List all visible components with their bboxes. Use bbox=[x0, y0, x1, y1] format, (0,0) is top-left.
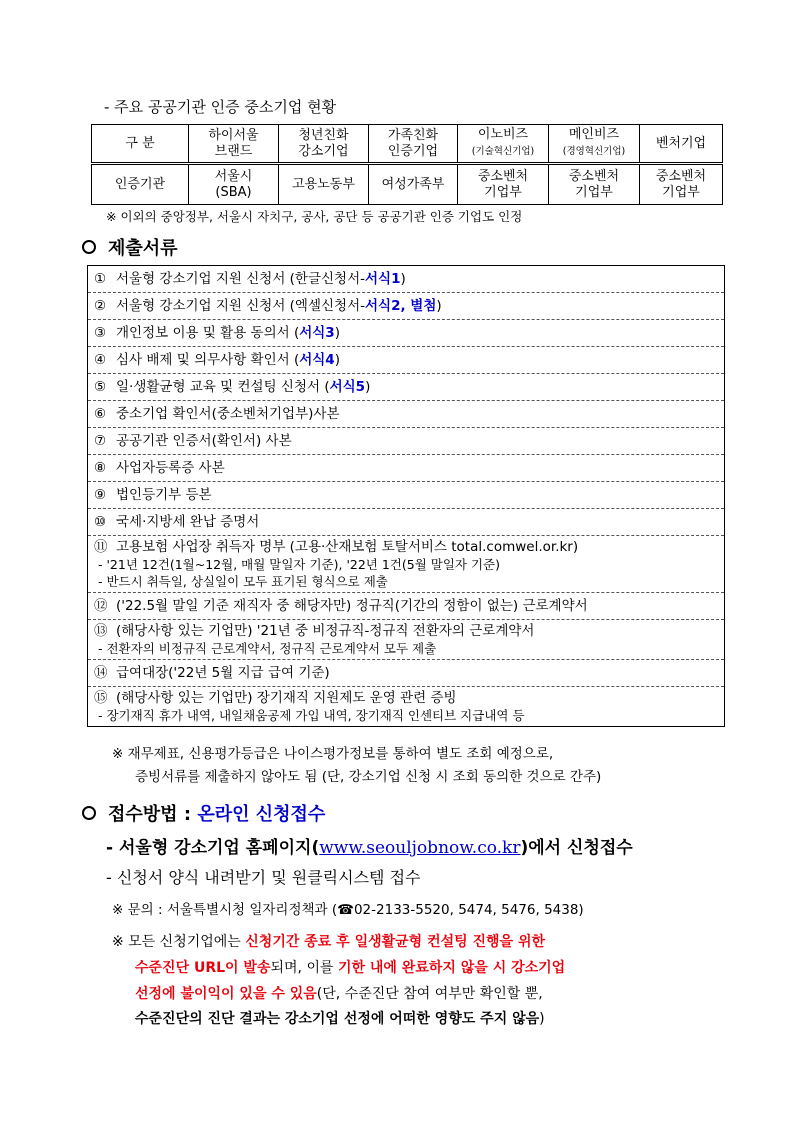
doc-sub-item: - 전환자의 비정규직 근로계약서, 정규직 근로계약서 모두 제출 bbox=[98, 641, 437, 656]
form-ref: 서식2, 별첨 bbox=[365, 298, 437, 314]
notice-line2: 수준진단 URL이 발송되며, 이를 기한 내에 완료하지 않을 시 강소기업 bbox=[135, 960, 566, 976]
cert-section-title: - 주요 공공기관 인증 중소기업 현황 bbox=[104, 98, 337, 116]
doc-item: ⑬ (해당사항 있는 기업만) '21년 중 비정규직-정규직 전환자의 근로계약서 - 전환자의 비정규직 근로계약서, 정규직 근로계약서 모두 제출 bbox=[88, 620, 724, 660]
form-ref: 서식4 bbox=[299, 352, 335, 368]
apply-line1: - 서울형 강소기업 홈페이지(www.seouljobnow.co.kr)에서 신청접수 bbox=[106, 838, 633, 858]
cell-venture: 중소벤처 기업부 bbox=[640, 164, 723, 205]
bullet-circle-icon bbox=[82, 806, 96, 820]
doc-item: ⑤ 일·생활균형 교육 및 컨설팅 신청서 (서식5) bbox=[88, 374, 724, 401]
cell-mainbiz: 중소벤처 기업부 bbox=[549, 164, 640, 205]
doc-item: ⑨ 법인등기부 등본 bbox=[88, 482, 724, 509]
docs-note-line2: 증빙서류를 제출하지 않아도 됨 (단, 강소기업 신청 시 조회 동의한 것으로 간주) bbox=[135, 769, 602, 785]
doc-item: ④ 심사 배제 및 의무사항 확인서 (서식4) bbox=[88, 347, 724, 374]
bullet-circle-icon bbox=[82, 240, 96, 254]
header-hiseoul: 하이서울 브랜드 bbox=[189, 125, 279, 164]
cell-innobiz: 중소벤처 기업부 bbox=[458, 164, 549, 205]
cert-table bbox=[91, 124, 723, 205]
apply-line2: - 신청서 양식 내려받기 및 원클릭시스템 접수 bbox=[106, 868, 421, 887]
doc-item: ⑩ 국세·지방세 완납 증명서 bbox=[88, 509, 724, 536]
row-label: 인증기관 bbox=[92, 164, 189, 205]
doc-item: ① 서울형 강소기업 지원 신청서 (한글신청서-서식1) bbox=[88, 266, 724, 293]
doc-item: ⑮ (해당사항 있는 기업만) 장기재직 지원제도 운영 관련 증빙 - 장기재직 휴가 내역, 내일채움공제 가입 내역, 장기재직 인센티브 지급내역 등 bbox=[88, 687, 724, 726]
apply-section-title: 접수방법 : 온라인 신청접수 bbox=[82, 800, 325, 826]
doc-item: ⑫ ('22.5월 말일 기준 재직자 중 해당자만) 정규직(기간의 정함이 없는) 근로계약서 bbox=[88, 593, 724, 620]
header-venture: 벤처기업 bbox=[640, 125, 723, 164]
docs-section-title: 제출서류 bbox=[82, 234, 178, 260]
cell-youth: 고용노동부 bbox=[279, 164, 369, 205]
cell-family: 여성가족부 bbox=[369, 164, 458, 205]
doc-item: ② 서울형 강소기업 지원 신청서 (엑셀신청서-서식2, 별첨) bbox=[88, 293, 724, 320]
notice-line3: 선정에 불이익이 있을 수 있음(단, 수준진단 참여 여부만 확인할 뿐, bbox=[135, 986, 543, 1002]
header-category: 구 분 bbox=[92, 125, 189, 164]
cell-hiseoul: 서울시 (SBA) bbox=[189, 164, 279, 205]
doc-list bbox=[87, 265, 725, 727]
doc-item: ⑥ 중소기업 확인서(중소벤처기업부)사본 bbox=[88, 401, 724, 428]
homepage-link[interactable]: www.seouljobnow.co.kr bbox=[319, 838, 521, 858]
doc-sub-item: - 반드시 취득일, 상실일이 모두 표기된 형식으로 제출 bbox=[98, 574, 388, 589]
header-innobiz: 이노비즈 (기술혁신기업) bbox=[458, 125, 549, 164]
doc-sub-item: - 장기재직 휴가 내역, 내일채움공제 가입 내역, 장기재직 인센티브 지급내역 등 bbox=[98, 708, 525, 723]
form-ref: 서식1 bbox=[365, 271, 401, 287]
cert-note: ※ 이외의 중앙정부, 서울시 자치구, 공사, 공단 등 공공기관 인증 기업도 인정 bbox=[106, 209, 523, 224]
form-ref: 서식3 bbox=[299, 325, 335, 341]
header-family: 가족친화 인증기업 bbox=[369, 125, 458, 164]
doc-item: ⑪ 고용보험 사업장 취득자 명부 (고용·산재보험 토탈서비스 total.comwel.or.kr) - '21년 12건(1월~12월, 매월 말일자 기준), '22년 1건(5월 말일자 기준) - 반드시 취득일, 상실일이 모두 표기된 형식으로 제출 bbox=[88, 536, 724, 593]
form-ref: 서식5 bbox=[329, 379, 366, 395]
header-youth: 청년친화 강소기업 bbox=[279, 125, 369, 164]
doc-item: ⑧ 사업자등록증 사본 bbox=[88, 455, 724, 482]
docs-note-line1: ※ 재무제표, 신용평가등급은 나이스평가정보를 통하여 별도 조회 예정으로, bbox=[112, 746, 554, 762]
notice-line1: ※ 모든 신청기업에는 신청기간 종료 후 일생활균형 컨설팅 진행을 위한 bbox=[112, 934, 546, 950]
doc-sub-item: - '21년 12건(1월~12월, 매월 말일자 기준), '22년 1건(5월 말일자 기준) bbox=[98, 557, 500, 572]
contact-line: ※ 문의 : 서울특별시청 일자리정책과 (☎02-2133-5520, 5474, 5476, 5438) bbox=[112, 902, 584, 918]
doc-item: ⑭ 급여대장('22년 5월 지급 급여 기준) bbox=[88, 660, 724, 687]
notice-line4: 수준진단의 진단 결과는 강소기업 선정에 어떠한 영향도 주지 않음) bbox=[135, 1011, 545, 1027]
doc-item: ⑦ 공공기관 인증서(확인서) 사본 bbox=[88, 428, 724, 455]
doc-item: ③ 개인정보 이용 및 활용 동의서 (서식3) bbox=[88, 320, 724, 347]
header-mainbiz: 메인비즈 (경영혁신기업) bbox=[549, 125, 640, 164]
